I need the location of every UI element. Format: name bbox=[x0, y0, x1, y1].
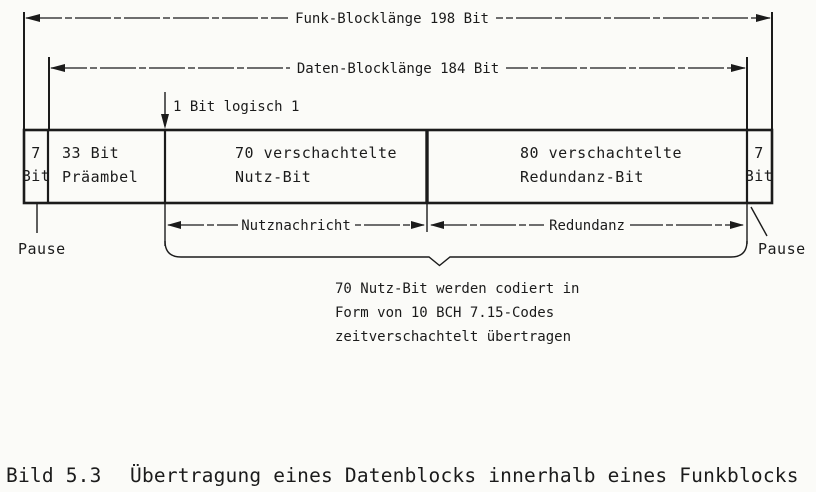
cell-text: Nutz-Bit bbox=[235, 168, 312, 186]
cell-praeambel bbox=[62, 144, 138, 186]
cell-nutz-bit bbox=[235, 144, 397, 186]
pause-left-label: Pause bbox=[18, 240, 66, 258]
one-bit-marker bbox=[161, 92, 299, 129]
bit-frame bbox=[22, 130, 774, 203]
cell-text: Bit bbox=[744, 167, 774, 185]
coding-annotation bbox=[335, 281, 579, 345]
cell-text: 33 Bit bbox=[62, 144, 120, 162]
caption-text: Übertragung eines Datenblocks innerhalb eines Funkblocks bbox=[130, 464, 799, 487]
arrowhead-right-icon bbox=[731, 64, 746, 72]
pause-left-callout bbox=[18, 204, 66, 258]
cell-pause-left bbox=[22, 144, 51, 185]
funk-blocklaenge-label: Funk-Blocklänge 198 Bit bbox=[295, 11, 489, 27]
nutznachricht-label: Nutznachricht bbox=[241, 218, 351, 234]
callout-line bbox=[751, 207, 767, 236]
cell-text: Redundanz-Bit bbox=[520, 168, 644, 186]
arrowhead-right-icon bbox=[756, 14, 771, 22]
daten-blocklaenge-dimension bbox=[49, 57, 747, 130]
redundanz-label: Redundanz bbox=[549, 218, 625, 234]
pause-right-callout bbox=[751, 207, 806, 258]
annotation-line: zeitverschachtelt übertragen bbox=[335, 329, 572, 345]
annotation-line: Form von 10 BCH 7.15-Codes bbox=[335, 305, 555, 321]
cell-text: 70 verschachtelte bbox=[235, 144, 398, 162]
arrowhead-right-icon bbox=[411, 221, 425, 229]
redundanz-span bbox=[430, 215, 744, 234]
brace bbox=[165, 241, 747, 266]
cell-redundanz-bit bbox=[520, 144, 682, 186]
arrowhead-left-icon bbox=[25, 14, 40, 22]
cell-text: Präambel bbox=[62, 168, 139, 186]
cell-text: Bit bbox=[21, 167, 51, 185]
pause-right-label: Pause bbox=[758, 240, 806, 258]
cell-text: 7 bbox=[31, 144, 41, 162]
cell-text: 7 bbox=[754, 144, 764, 162]
arrowhead-left-icon bbox=[50, 64, 65, 72]
caption-number: Bild 5.3 bbox=[6, 464, 102, 487]
frame-outline bbox=[21, 130, 772, 203]
arrowhead-right-icon bbox=[730, 221, 744, 229]
arrowhead-left-icon bbox=[167, 221, 181, 229]
one-bit-label: 1 Bit logisch 1 bbox=[173, 99, 300, 115]
daten-blocklaenge-label: Daten-Blocklänge 184 Bit bbox=[296, 61, 500, 77]
cell-text: 80 verschachtelte bbox=[520, 144, 683, 162]
figure-caption bbox=[6, 464, 799, 487]
arrowhead-left-icon bbox=[430, 221, 444, 229]
cell-pause-right bbox=[745, 144, 774, 185]
arrowhead-down-icon bbox=[161, 114, 169, 129]
annotation-line: 70 Nutz-Bit werden codiert in bbox=[335, 281, 580, 297]
